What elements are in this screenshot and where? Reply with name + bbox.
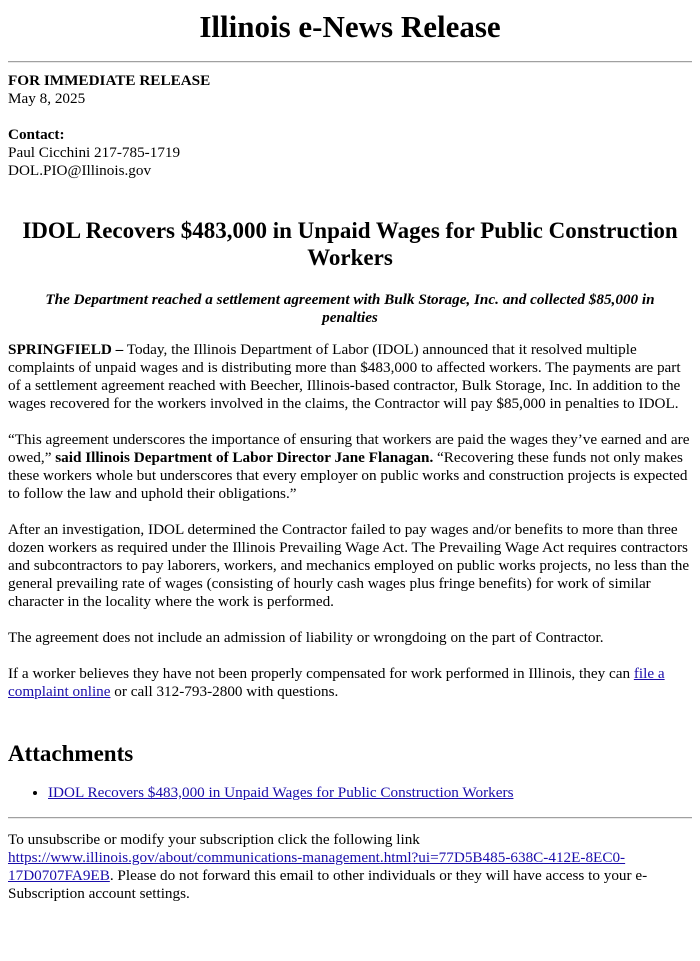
attachments-title: Attachments — [8, 741, 134, 766]
paragraph-1 — [8, 341, 692, 413]
attachment-link[interactable]: IDOL Recovers $483,000 in Unpaid Wages for Public Construction Workers — [48, 784, 514, 801]
header-divider — [8, 61, 692, 63]
paragraph-5-before: If a worker believes they have not been properly compensated for work performed in Illinois, they can — [8, 665, 634, 682]
news-release-page — [0, 8, 700, 903]
contact-email: DOL.PIO@Illinois.gov — [8, 162, 152, 179]
contact-name-phone: Paul Cicchini 217-785-1719 — [8, 144, 181, 161]
attachment-item — [48, 784, 692, 802]
paragraph-1-text: Today, the Illinois Department of Labor (IDOL) announced that it resolved multiple complaints of unpaid wages and is distributing more than $483,000 to affected workers. The payments are part of a settlement agreement reached with Beecher, Illinois-based contractor, Bulk Storage, Inc. In addition to the wages recovered for the workers involved in the claims, the Contractor will pay $85,000 in penalties to IDOL. — [8, 341, 681, 412]
quote-attribution: said Illinois Department of Labor Director Jane Flanagan. — [51, 449, 434, 466]
attachments-list — [8, 784, 692, 802]
contact-block — [8, 126, 692, 180]
dateline: SPRINGFIELD – — [8, 341, 124, 358]
quote-start: “This agreement underscores the importance of ensuring that workers are paid the wages they’ve earned and are owed,” — [8, 431, 690, 466]
footer-divider — [8, 817, 692, 819]
paragraph-3: After an investigation, IDOL determined the Contractor failed to pay wages and/or benefits to more than three dozen workers as required under the Illinois Prevailing Wage Act. The Prevailing Wage Act requires contractors and subcontractors to pay laborers, workers, and mechanics employed on public works projects, no less than the general prevailing rate of wages (consisting of hourly cash wages plus fringe benefits) for work of similar character in the locality where the work is performed. — [8, 521, 690, 610]
site-title: Illinois e-News Release — [199, 9, 501, 44]
paragraph-5 — [8, 665, 692, 701]
paragraph-4: The agreement does not include an admission of liability or wrongdoing on the part of Contractor. — [8, 629, 604, 646]
subscription-management-link[interactable]: https://www.illinois.gov/about/communications-management.html?ui=77D5B485-638C-412E-8EC0-17D0707FA9EB — [8, 849, 626, 884]
paragraph-2 — [8, 431, 692, 503]
file-complaint-link[interactable]: file a complaint online — [8, 665, 665, 700]
unsubscribe-footer — [8, 831, 692, 903]
paragraph-5-after: or call 312-793-2800 with questions. — [110, 683, 339, 700]
contact-label: Contact: — [8, 126, 65, 143]
headline: IDOL Recovers $483,000 in Unpaid Wages for Public Construction Workers — [22, 218, 678, 270]
release-meta — [8, 72, 692, 108]
release-label: FOR IMMEDIATE RELEASE — [8, 72, 211, 89]
footer-outro: . Please do not forward this email to other individuals or they will have access to your e-Subscription account settings. — [8, 867, 648, 902]
footer-intro: To unsubscribe or modify your subscription click the following link — [8, 831, 420, 848]
subheadline: The Department reached a settlement agreement with Bulk Storage, Inc. and collected $85,000 in penalties — [45, 291, 655, 326]
release-date: May 8, 2025 — [8, 90, 86, 107]
quote-end: “Recovering these funds not only makes these workers whole but underscores that every employer on public works and construction projects is expected to follow the law and uphold their obligations.” — [8, 449, 688, 502]
